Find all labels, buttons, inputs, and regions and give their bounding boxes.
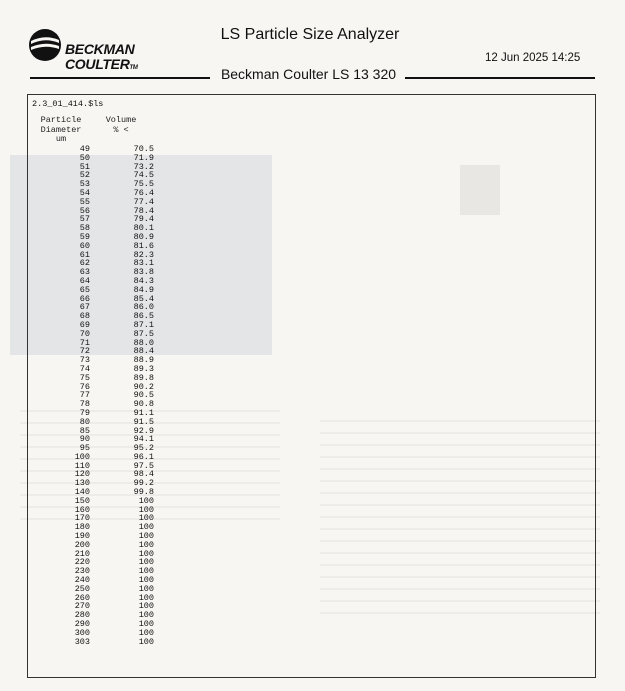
file-name: 2.3_01_414.$ls: [32, 99, 104, 109]
diameter-cell: 74: [79, 363, 90, 374]
diameter-cell: 303: [74, 636, 90, 647]
diameter-cell: 230: [74, 566, 90, 577]
volume-cell: 86.0: [133, 302, 154, 313]
diameter-cell: 77: [79, 390, 90, 401]
app-title: LS Particle Size Analyzer: [220, 26, 400, 43]
volume-cell: 99.8: [133, 487, 154, 498]
volume-cell: 100: [138, 513, 154, 524]
header-line: um: [55, 134, 67, 144]
volume-cell: 100: [138, 627, 154, 638]
volume-cell: 75.5: [133, 179, 154, 190]
table-row: [28, 638, 158, 647]
diameter-cell: 100: [74, 451, 90, 462]
volume-cell: 74.5: [133, 170, 154, 181]
volume-cell: 100: [138, 636, 154, 647]
diameter-cell: 76: [79, 381, 90, 392]
volume-cell: 100: [138, 583, 154, 594]
volume-cell: 91.5: [133, 416, 154, 427]
volume-cell: 86.5: [133, 311, 154, 322]
header-line: Volume: [105, 115, 137, 125]
volume-cell: 84.3: [133, 275, 154, 286]
volume-cell: 100: [138, 610, 154, 621]
diameter-cell: 120: [74, 469, 90, 480]
diameter-cell: 270: [74, 601, 90, 612]
diameter-cell: 79: [79, 407, 90, 418]
column-header-volume: [101, 116, 141, 135]
volume-cell: 84.9: [133, 284, 154, 295]
diameter-cell: 66: [79, 293, 90, 304]
diameter-cell: 200: [74, 539, 90, 550]
volume-cell: 100: [138, 566, 154, 577]
volume-cell: 99.2: [133, 478, 154, 489]
volume-cell: 81.6: [133, 240, 154, 251]
beckman-globe-icon: [28, 28, 62, 62]
volume-cell: 100: [138, 619, 154, 630]
volume-cell: 83.8: [133, 267, 154, 278]
column-header-diameter: [36, 116, 86, 145]
diameter-cell: 67: [79, 302, 90, 313]
volume-cell: 89.3: [133, 363, 154, 374]
volume-cell: 100: [138, 522, 154, 533]
volume-cell: 96.1: [133, 451, 154, 462]
diameter-cell: 72: [79, 346, 90, 357]
diameter-cell: 250: [74, 583, 90, 594]
diameter-cell: 110: [74, 460, 90, 471]
diameter-cell: 180: [74, 522, 90, 533]
volume-cell: 92.9: [133, 425, 154, 436]
volume-cell: 100: [138, 557, 154, 568]
header-rule-left: [30, 77, 210, 79]
diameter-cell: 260: [74, 592, 90, 603]
volume-cell: 78.4: [133, 205, 154, 216]
diameter-cell: 150: [74, 495, 90, 506]
volume-cell: 80.9: [133, 231, 154, 242]
volume-cell: 79.4: [133, 214, 154, 225]
volume-cell: 100: [138, 601, 154, 612]
header-line: Diameter: [40, 124, 82, 135]
diameter-cell: 130: [74, 478, 90, 489]
diameter-cell: 64: [79, 275, 90, 286]
volume-cell: 97.5: [133, 460, 154, 471]
volume-cell: 100: [138, 495, 154, 506]
brand-line2: COULTERTM: [65, 56, 138, 72]
diameter-cell: 63: [79, 267, 90, 278]
volume-cell: 100: [138, 539, 154, 550]
volume-cell: 94.1: [133, 434, 154, 445]
diameter-cell: 59: [79, 231, 90, 242]
header-line: Particle: [40, 115, 82, 125]
volume-cell: 83.1: [133, 258, 154, 269]
volume-cell: 77.4: [133, 196, 154, 207]
diameter-cell: 290: [74, 619, 90, 630]
diameter-cell: 51: [79, 161, 90, 172]
report-panel: [27, 94, 596, 678]
volume-cell: 95.2: [133, 443, 154, 454]
diameter-cell: 140: [74, 487, 90, 498]
volume-cell: 100: [138, 548, 154, 559]
volume-cell: 100: [138, 531, 154, 542]
diameter-cell: 71: [79, 337, 90, 348]
volume-cell: 90.8: [133, 399, 154, 410]
diameter-cell: 73: [79, 355, 90, 366]
data-table: [28, 145, 158, 646]
diameter-cell: 80: [79, 416, 90, 427]
diameter-cell: 220: [74, 557, 90, 568]
volume-cell: 87.1: [133, 319, 154, 330]
volume-cell: 88.9: [133, 355, 154, 366]
trademark: TM: [129, 65, 138, 71]
diameter-cell: 49: [79, 144, 90, 154]
diameter-cell: 160: [74, 504, 90, 515]
volume-cell: 88.0: [133, 337, 154, 348]
diameter-cell: 62: [79, 258, 90, 269]
diameter-cell: 56: [79, 205, 90, 216]
diameter-cell: 210: [74, 548, 90, 559]
diameter-cell: 170: [74, 513, 90, 524]
diameter-cell: 95: [79, 443, 90, 454]
diameter-cell: 54: [79, 187, 90, 198]
header-line: % <: [113, 124, 129, 135]
diameter-cell: 190: [74, 531, 90, 542]
diameter-cell: 65: [79, 284, 90, 295]
volume-cell: 80.1: [133, 223, 154, 234]
volume-cell: 88.4: [133, 346, 154, 357]
diameter-cell: 55: [79, 196, 90, 207]
volume-cell: 70.5: [133, 144, 154, 154]
diameter-cell: 75: [79, 372, 90, 383]
diameter-cell: 58: [79, 223, 90, 234]
diameter-cell: 60: [79, 240, 90, 251]
brand-line1: BECKMAN: [65, 41, 135, 57]
header-rule-right: [405, 77, 595, 79]
volume-cell: 71.9: [133, 152, 154, 163]
volume-cell: 91.1: [133, 407, 154, 418]
diameter-cell: 85: [79, 425, 90, 436]
diameter-cell: 70: [79, 328, 90, 339]
diameter-cell: 280: [74, 610, 90, 621]
volume-cell: 90.5: [133, 390, 154, 401]
volume-cell: 87.5: [133, 328, 154, 339]
beckman-coulter-logo: [28, 28, 148, 74]
diameter-cell: 61: [79, 249, 90, 260]
volume-cell: 100: [138, 504, 154, 515]
volume-cell: 90.2: [133, 381, 154, 392]
timestamp: 12 Jun 2025 14:25: [485, 52, 581, 64]
volume-cell: 89.8: [133, 372, 154, 383]
diameter-cell: 300: [74, 627, 90, 638]
volume-cell: 100: [138, 575, 154, 586]
diameter-cell: 68: [79, 311, 90, 322]
diameter-cell: 240: [74, 575, 90, 586]
diameter-cell: 52: [79, 170, 90, 181]
diameter-cell: 69: [79, 319, 90, 330]
instrument-title: Beckman Coulter LS 13 320: [220, 66, 397, 82]
diameter-cell: 78: [79, 399, 90, 410]
volume-cell: 82.3: [133, 249, 154, 260]
volume-cell: 73.2: [133, 161, 154, 172]
volume-cell: 76.4: [133, 187, 154, 198]
volume-cell: 100: [138, 592, 154, 603]
diameter-cell: 57: [79, 214, 90, 225]
diameter-cell: 90: [79, 434, 90, 445]
diameter-cell: 50: [79, 152, 90, 163]
diameter-cell: 53: [79, 179, 90, 190]
volume-cell: 85.4: [133, 293, 154, 304]
volume-cell: 98.4: [133, 469, 154, 480]
